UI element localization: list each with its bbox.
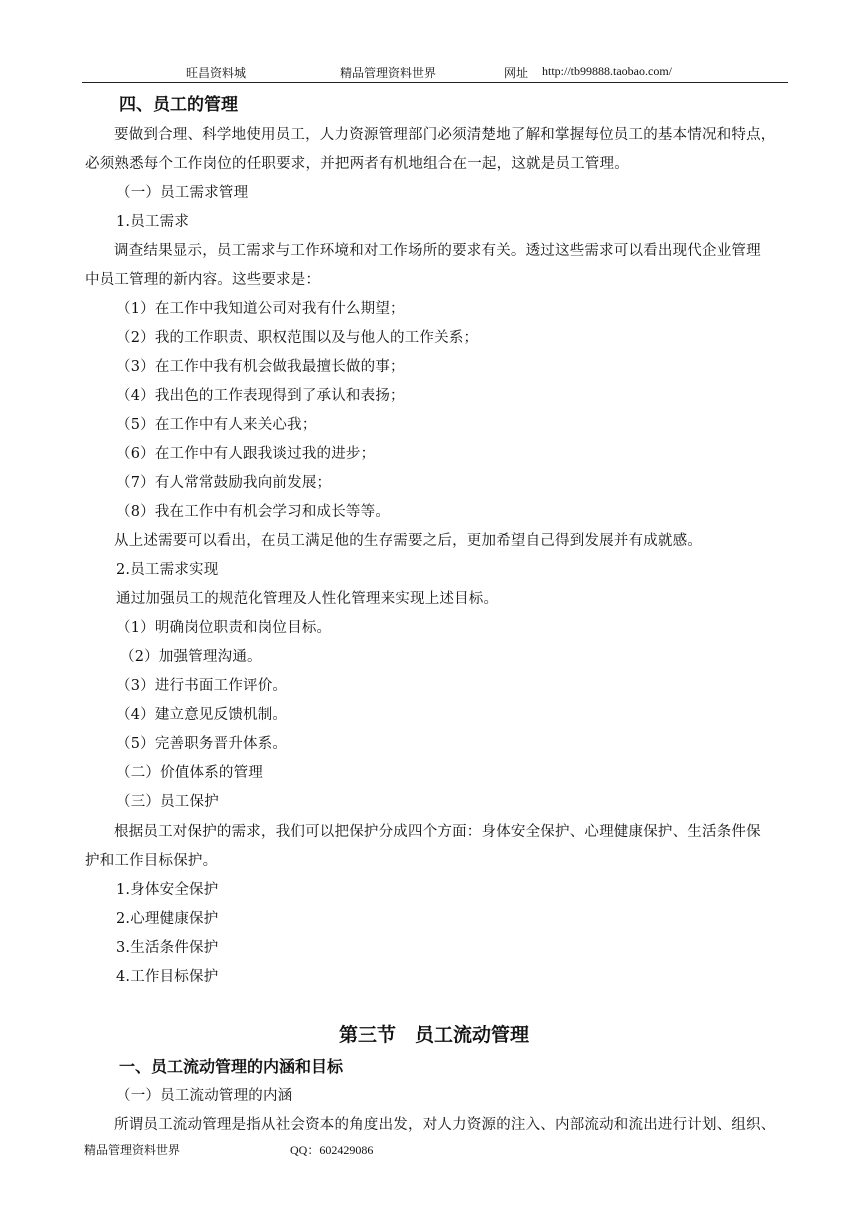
need-item: （4）我出色的工作表现得到了承认和表扬； (116, 388, 405, 404)
protection-intro-line: 根据员工对保护的需求，我们可以把保护分成四个方面：身体安全保护、心理健康保护、生活条件保 (114, 824, 761, 840)
subheading-employee-protection: （三）员工保护 (116, 794, 219, 810)
need-item: （6）在工作中有人跟我谈过我的进步； (116, 446, 376, 462)
heading-flow-management: 一、员工流动管理的内涵和目标 (119, 1057, 344, 1076)
subheading-value-system: （二）价值体系的管理 (116, 765, 263, 781)
header-shop-name: 旺昌资料城 (186, 66, 247, 80)
protection-item: 3.生活条件保护 (116, 940, 219, 956)
protection-intro-line: 护和工作目标保护。 (85, 853, 218, 869)
need-item: （1）在工作中我知道公司对我有什么期望； (116, 301, 405, 317)
measure-item: （5）完善职务晋升体系。 (116, 736, 288, 752)
footer-tagline: 精品管理资料世界 (84, 1143, 181, 1157)
item-needs-realization: 2.员工需求实现 (116, 562, 219, 578)
need-item: （5）在工作中有人来关心我； (116, 417, 317, 433)
protection-item: 4.工作目标保护 (116, 969, 219, 985)
meaning-line: 所谓员工流动管理是指从社会资本的角度出发，对人力资源的注入、内部流动和流出进行计划、组织、 (114, 1117, 776, 1133)
need-item: （7）有人常常鼓励我向前发展； (116, 475, 332, 491)
header-site-label: 网址 (504, 66, 529, 80)
measure-item: （1）明确岗位职责和岗位目标。 (116, 620, 332, 636)
footer-qq: QQ：602429086 (290, 1143, 374, 1157)
need-item: （2）我的工作职责、职权范围以及与他人的工作关系； (116, 330, 479, 346)
heading-employee-management: 四、员工的管理 (119, 95, 238, 115)
survey-line: 中员工管理的新内容。这些要求是： (85, 272, 321, 288)
subheading-flow-meaning: （一）员工流动管理的内涵 (116, 1088, 293, 1104)
need-item: （3）在工作中我有机会做我最擅长做的事； (116, 359, 405, 375)
protection-item: 2.心理健康保护 (116, 911, 219, 927)
need-item: （8）我在工作中有机会学习和成长等等。 (116, 504, 391, 520)
subheading-demand-management: （一）员工需求管理 (116, 185, 249, 201)
section-title: 第三节 员工流动管理 (338, 1024, 529, 1046)
protection-item: 1.身体安全保护 (116, 882, 219, 898)
header-tagline: 精品管理资料世界 (340, 66, 437, 80)
needs-summary: 从上述需要可以看出，在员工满足他的生存需要之后，更加希望自己得到发展并有成就感。 (114, 533, 702, 549)
intro-line: 要做到合理、科学地使用员工，人力资源管理部门必须清楚地了解和掌握每位员工的基本情况和特点， (114, 127, 776, 143)
page-header (82, 62, 788, 83)
measure-item: （3）进行书面工作评价。 (116, 678, 288, 694)
survey-line: 调查结果显示，员工需求与工作环境和对工作场所的要求有关。透过这些需求可以看出现代企业管理 (114, 243, 761, 259)
measure-item: （2）加强管理沟通。 (120, 649, 262, 665)
item-employee-needs: 1.员工需求 (116, 214, 190, 230)
header-url-link[interactable]: http://tb99888.taobao.com/ (542, 64, 672, 78)
intro-line: 必须熟悉每个工作岗位的任职要求，并把两者有机地组合在一起，这就是员工管理。 (85, 156, 629, 172)
needs-realization-intro: 通过加强员工的规范化管理及人性化管理来实现上述目标。 (116, 591, 499, 607)
measure-item: （4）建立意见反馈机制。 (116, 707, 288, 723)
